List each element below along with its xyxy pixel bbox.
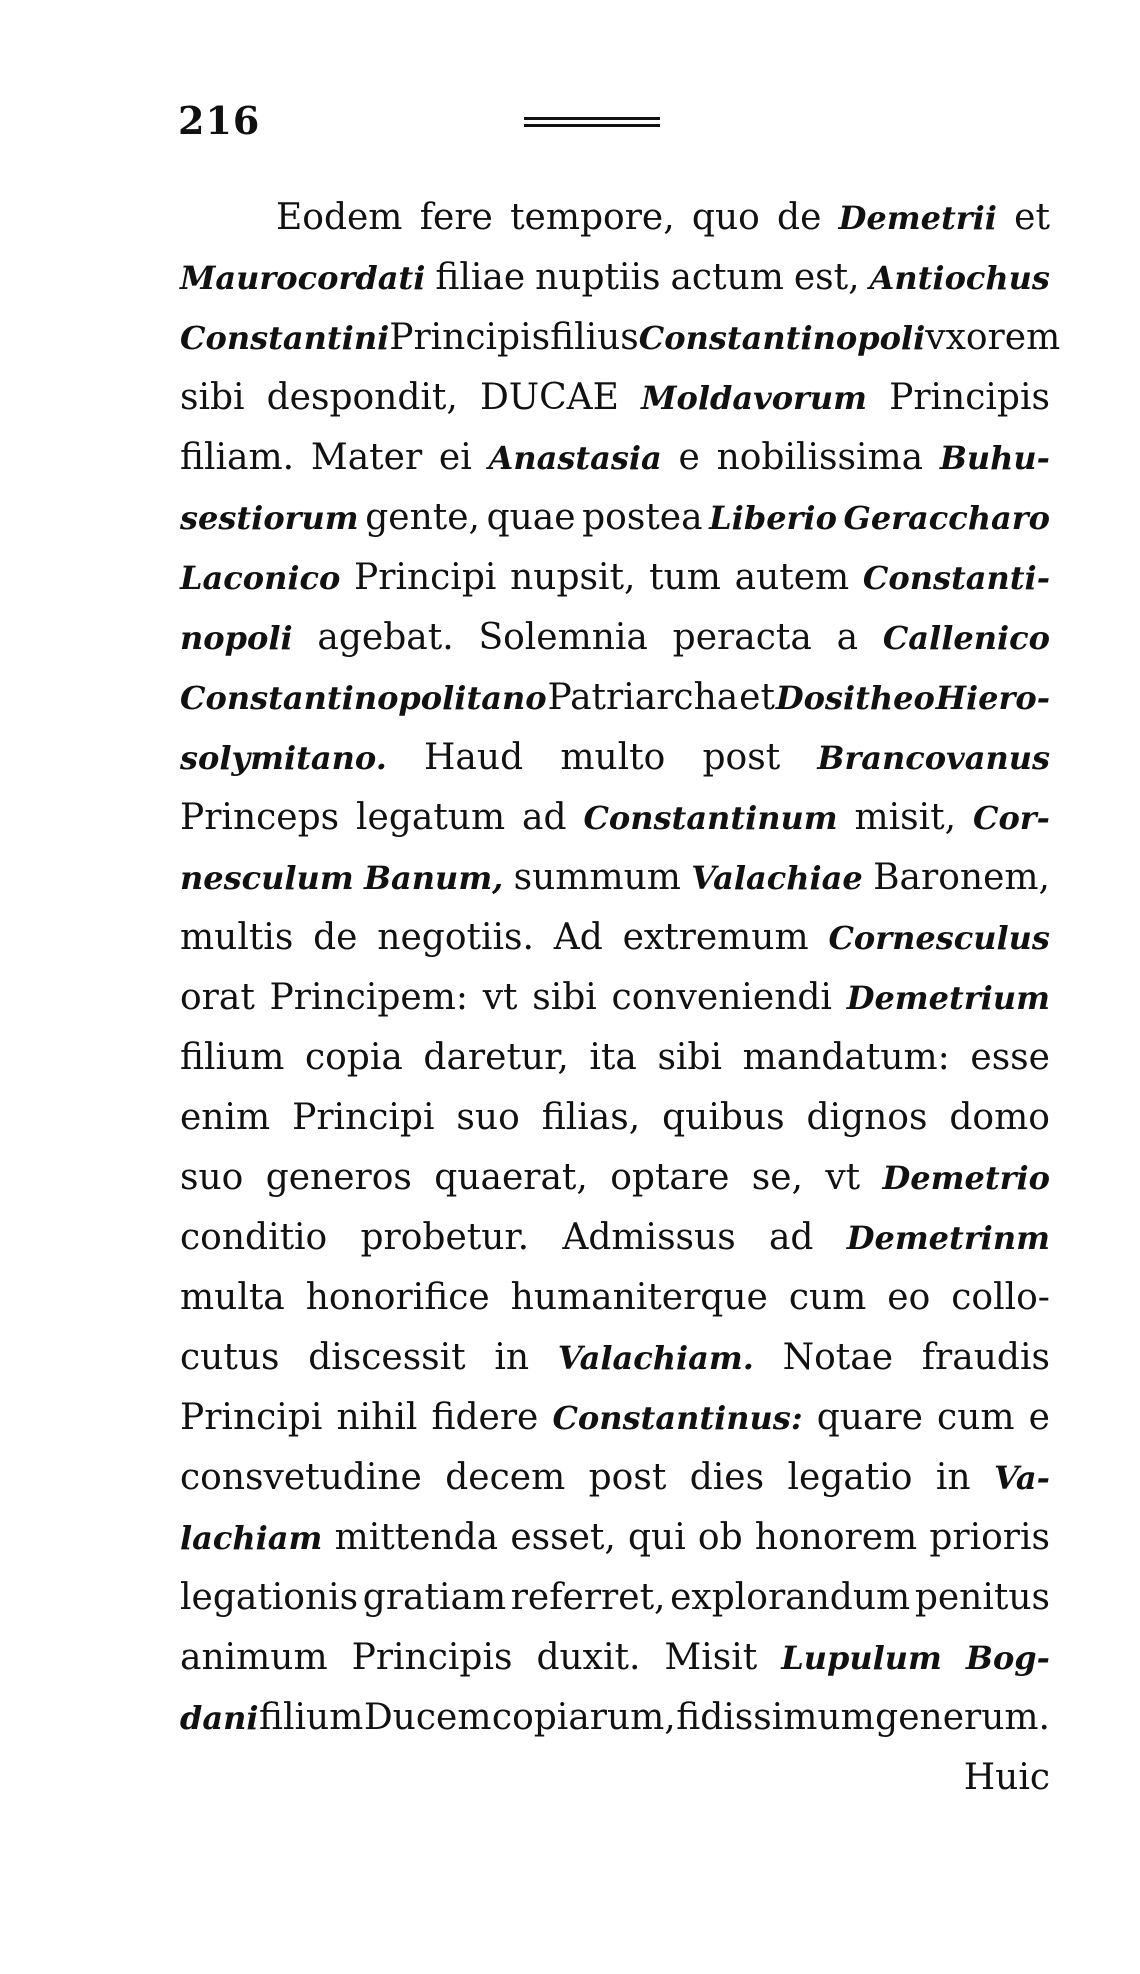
text-line	[180, 368, 1050, 428]
word: duxit.	[536, 1637, 641, 1678]
word: fidere	[431, 1397, 539, 1438]
word: Principis	[889, 377, 1050, 418]
text-line	[180, 1388, 1050, 1448]
word: vt	[825, 1157, 861, 1198]
word: misit,	[854, 797, 957, 838]
word: solymitano.	[180, 739, 387, 777]
word: tum	[649, 557, 721, 598]
word: qui	[627, 1517, 686, 1558]
word: sibi	[180, 377, 245, 418]
word: sestiorum	[180, 499, 359, 537]
word: sibi	[532, 977, 597, 1018]
word: probetur.	[360, 1217, 530, 1258]
word: suo	[456, 1097, 520, 1138]
text-line	[180, 1508, 1050, 1568]
word: daretur,	[423, 1037, 569, 1078]
text-line	[180, 908, 1050, 968]
word: honorifice	[305, 1277, 490, 1318]
word: filium	[258, 1697, 364, 1738]
word: Moldavorum	[641, 379, 868, 417]
catchword-line	[180, 1748, 1050, 1808]
word: referret,	[510, 1577, 666, 1618]
word: fraudis	[921, 1337, 1050, 1378]
text-line	[180, 188, 1050, 248]
word: lachiam	[180, 1519, 323, 1557]
page-number: 216	[178, 98, 261, 143]
word: et	[1014, 197, 1050, 238]
text-line	[180, 1148, 1050, 1208]
word: e	[678, 437, 700, 478]
text-line	[180, 848, 1050, 908]
word: Notae	[782, 1337, 894, 1378]
word: nihil	[336, 1397, 418, 1438]
word: extremum	[622, 917, 809, 958]
word: Constantinum	[583, 799, 838, 837]
word: Va-	[994, 1459, 1050, 1497]
word: de	[777, 197, 822, 238]
word: cutus	[180, 1337, 280, 1378]
word: cum	[788, 1277, 867, 1318]
word: filius	[550, 317, 639, 358]
word: et	[739, 677, 775, 718]
word: post	[702, 737, 781, 778]
body-text	[180, 188, 1061, 1808]
word: Constantinopoli	[638, 319, 926, 357]
word: honorem	[754, 1517, 918, 1558]
word: filiae	[435, 257, 526, 298]
word: dani	[180, 1699, 259, 1737]
word: suo	[180, 1157, 244, 1198]
text-line	[180, 668, 1050, 728]
word: Baronem,	[873, 857, 1050, 898]
word: orat	[180, 977, 255, 1018]
word: quo	[691, 197, 760, 238]
word: legatio	[787, 1457, 913, 1498]
word: Admissus	[562, 1217, 736, 1258]
word: Valachiam.	[557, 1339, 754, 1377]
word: Banum,	[364, 859, 504, 897]
word: Eodem	[276, 197, 403, 238]
word: dignos	[806, 1097, 928, 1138]
text-line	[180, 428, 1050, 488]
word: vt	[482, 977, 518, 1018]
word: agebat.	[317, 617, 454, 658]
word: despondit,	[266, 377, 458, 418]
word: Brancovanus	[817, 739, 1050, 777]
word: multo	[560, 737, 666, 778]
word: postea	[582, 497, 703, 538]
word: decem	[445, 1457, 566, 1498]
word: peracta	[672, 617, 812, 658]
text-line	[180, 1088, 1050, 1148]
word: Ducem	[363, 1697, 492, 1738]
word: quare	[816, 1397, 923, 1438]
word: collo-	[951, 1277, 1050, 1318]
text-line	[180, 248, 1050, 308]
word: nesculum	[180, 859, 354, 897]
word: conveniendi	[611, 977, 832, 1018]
word: gente,	[365, 497, 480, 538]
word: multis	[180, 917, 294, 958]
word: negotiis.	[377, 917, 534, 958]
word: Haud	[424, 737, 524, 778]
word: legationis	[180, 1577, 359, 1618]
word: eo	[887, 1277, 931, 1318]
text-line	[180, 608, 1050, 668]
word: enim	[180, 1097, 271, 1138]
word: Antiochus	[869, 259, 1050, 297]
word: legatum	[356, 797, 506, 838]
word: Dositheo	[775, 679, 935, 717]
text-line	[180, 308, 1061, 368]
word: domo	[949, 1097, 1050, 1138]
word: de	[313, 917, 358, 958]
word: Constantinus:	[552, 1399, 803, 1437]
text-line	[180, 1688, 1050, 1748]
word: quaerat,	[434, 1157, 588, 1198]
word: generos	[265, 1157, 412, 1198]
word: Principis	[351, 1637, 513, 1678]
word: autem	[734, 557, 850, 598]
text-line	[180, 728, 1050, 788]
text-line	[180, 1328, 1050, 1388]
word: actum	[670, 257, 784, 298]
word: ob	[697, 1517, 743, 1558]
word: Misit	[664, 1637, 758, 1678]
text-line	[180, 1448, 1050, 1508]
word: filias,	[541, 1097, 641, 1138]
word: animum	[180, 1637, 328, 1678]
word: ad	[768, 1217, 814, 1258]
text-line	[180, 548, 1050, 608]
text-line	[180, 1268, 1050, 1328]
word: Ad	[553, 917, 603, 958]
word: Valachiae	[691, 859, 863, 897]
word: Constantinopolitano	[180, 679, 547, 717]
word: se,	[751, 1157, 803, 1198]
word: filium	[180, 1037, 285, 1078]
word: quae	[486, 497, 576, 538]
word: prioris	[929, 1517, 1050, 1558]
word: Patriarcha	[547, 677, 739, 718]
word: in	[494, 1337, 530, 1378]
word: Principis	[389, 317, 551, 358]
word: generum.	[875, 1697, 1050, 1738]
catchword: Huic	[963, 1757, 1050, 1798]
word: cum	[937, 1397, 1015, 1438]
word: Anastasia	[488, 439, 662, 477]
word: optare	[610, 1157, 730, 1198]
word: vxorem	[925, 317, 1061, 358]
word: Principi	[292, 1097, 435, 1138]
word: summum	[513, 857, 681, 898]
word: ita	[589, 1037, 637, 1078]
word: Mater	[310, 437, 423, 478]
word: tempore,	[510, 197, 675, 238]
header-rule-line	[524, 117, 660, 120]
word: fere	[419, 197, 493, 238]
word: dies	[689, 1457, 765, 1498]
word: Maurocordati	[180, 259, 426, 297]
word: ad	[522, 797, 567, 838]
word: filiam.	[180, 437, 295, 478]
word: mandatum:	[742, 1037, 950, 1078]
word: nupsit,	[510, 557, 636, 598]
word: est,	[793, 257, 860, 298]
word: post	[588, 1457, 667, 1498]
word: sibi	[657, 1037, 722, 1078]
text-line	[180, 968, 1050, 1028]
word: nuptiis	[535, 257, 661, 298]
word: DUCAE	[479, 377, 619, 418]
word: in	[935, 1457, 971, 1498]
word: Demetrium	[846, 979, 1050, 1017]
word: nobilissima	[716, 437, 924, 478]
word: nopoli	[180, 619, 293, 657]
word: gratiam	[362, 1577, 507, 1618]
word: Liberio	[709, 499, 837, 537]
word: Principi	[354, 557, 497, 598]
header-ornament-rule	[524, 117, 660, 131]
word: humaniterque	[510, 1277, 768, 1318]
text-line	[180, 1628, 1050, 1688]
text-line	[180, 488, 1050, 548]
word: Cornesculus	[828, 919, 1050, 957]
word: Buhu-	[939, 439, 1050, 477]
word: Constantini	[180, 319, 390, 357]
word: Callenico	[882, 619, 1050, 657]
word: discessit	[308, 1337, 466, 1378]
word: consvetudine	[180, 1457, 422, 1498]
word: Laconico	[180, 559, 341, 597]
word: Geraccharo	[843, 499, 1050, 537]
word: Principem:	[269, 977, 468, 1018]
word: Principi	[180, 1397, 323, 1438]
word: Demetrii	[838, 199, 997, 237]
text-line	[180, 1568, 1050, 1628]
word: e	[1028, 1397, 1050, 1438]
word: esse	[970, 1037, 1050, 1078]
text-line	[180, 1208, 1050, 1268]
word: conditio	[180, 1217, 328, 1258]
word: Princeps	[180, 797, 340, 838]
word: a	[836, 617, 859, 658]
word: copiarum,	[491, 1697, 676, 1738]
word: Lupulum	[781, 1639, 942, 1677]
text-line	[180, 1028, 1050, 1088]
header-rule-line	[524, 124, 660, 127]
word: Solemnia	[478, 617, 648, 658]
word: fidissimum	[676, 1697, 875, 1738]
word: Constanti-	[862, 559, 1050, 597]
word: Hiero-	[935, 679, 1050, 717]
word: explorandum	[670, 1577, 911, 1618]
word: quibus	[662, 1097, 785, 1138]
word: mittenda	[334, 1517, 499, 1558]
word: ei	[438, 437, 472, 478]
word: Bog-	[965, 1639, 1050, 1677]
word: copia	[304, 1037, 403, 1078]
word: penitus	[914, 1577, 1050, 1618]
word: multa	[180, 1277, 285, 1318]
word: Cor-	[972, 799, 1050, 837]
word: esset,	[510, 1517, 616, 1558]
word: Demetrio	[882, 1159, 1050, 1197]
word: Demetrinm	[846, 1219, 1050, 1257]
text-line	[180, 788, 1050, 848]
